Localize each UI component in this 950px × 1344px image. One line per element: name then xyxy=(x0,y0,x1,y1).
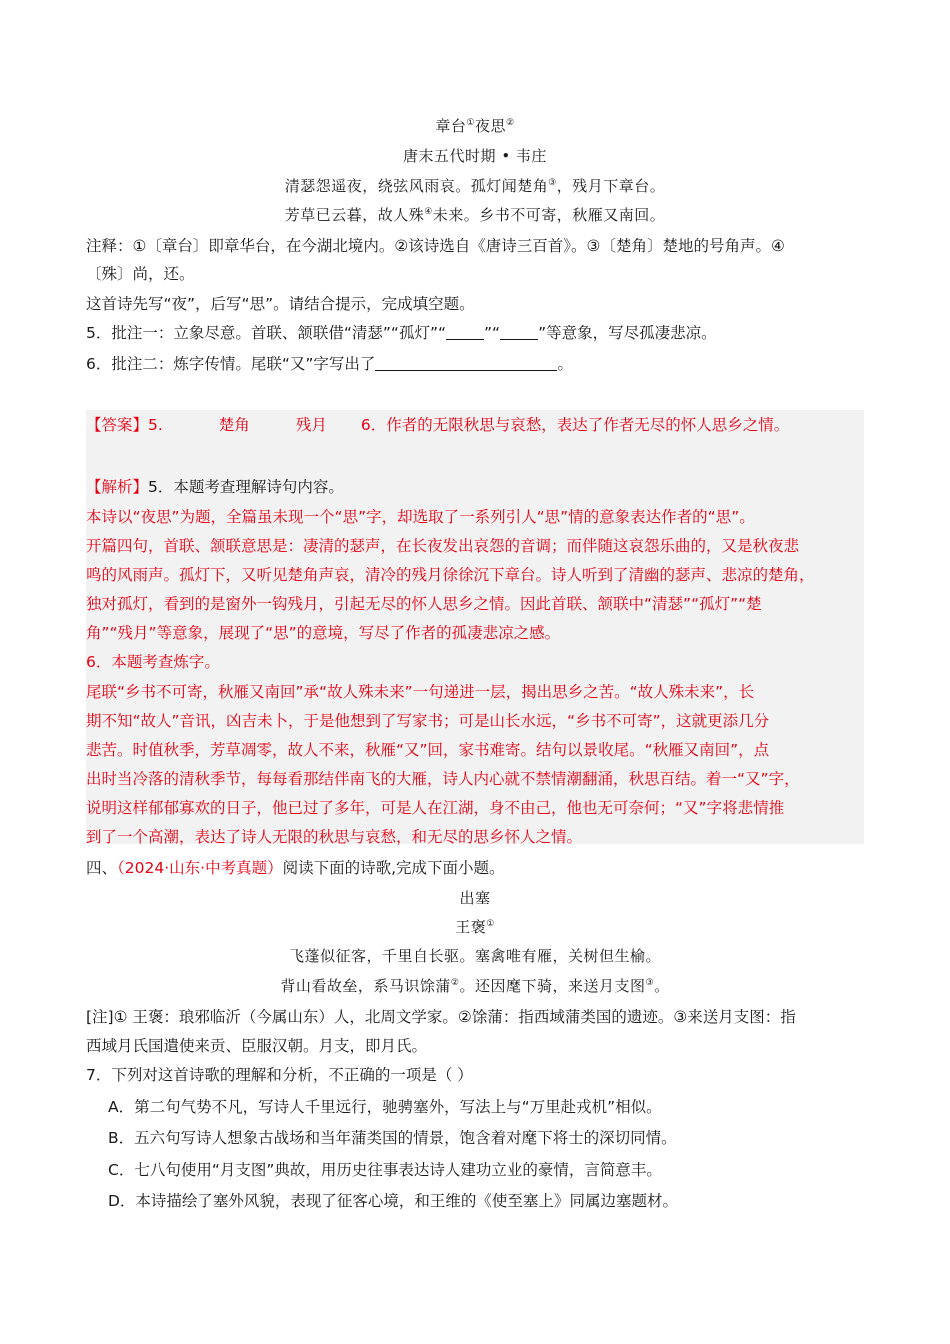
answer-blank[interactable] xyxy=(446,325,484,340)
option-b[interactable]: B．五六句写诗人想象古战场和当年蒲类国的情景，饱含着对麾下将士的深切同情。 xyxy=(108,1129,677,1147)
poem2-line1: 飞蓬似征客，千里自长驱。塞禽唯有雁，关树但生榆。 xyxy=(288,947,661,965)
footnote-marker: ② xyxy=(450,978,460,988)
analysis-line: 到了一个高潮，表达了诗人无限的秋思与哀愁，和无尽的思乡怀人之情。 xyxy=(86,828,583,846)
question-text: 。 xyxy=(557,355,573,373)
poem1-title-text2: 夜思 xyxy=(475,117,507,135)
analysis-line: 鸣的风雨声。孤灯下，又听见楚角声哀，清冷的残月徐徐沉下章台。诗人听到了清幽的瑟声、悲凉的楚角， xyxy=(86,566,815,584)
analysis-q6-title: 6．本题考查炼字。 xyxy=(86,653,220,671)
analysis-line: 独对孤灯，看到的是窗外一钩残月，引起无尽的怀人思乡之情。因此首联、颔联中“清瑟”“孤灯”“楚 xyxy=(86,595,762,613)
poem-text: 。 xyxy=(654,977,670,995)
analysis-line: 本诗以“夜思”为题，全篇虽未现一个“思”字，却选取了一系列引人“思”情的意象表达作者的“思”。 xyxy=(86,508,755,526)
poem1-line2 xyxy=(0,205,950,225)
answer-6: 6．作者的无限秋思与哀愁，表达了作者无尽的怀人思乡之情。 xyxy=(360,416,790,434)
analysis-line: 尾联“乡书不可寄，秋雁又南回”承“故人殊未来”一句递进一层，揭出思乡之苦。“故人殊未来”，长 xyxy=(86,683,755,701)
poem-text: 。还因麾下骑，来送月支图 xyxy=(459,977,646,995)
answer-blank[interactable] xyxy=(375,356,557,371)
poem-text: ，残月下章台。 xyxy=(556,177,666,195)
question-text: 5．批注一：立象尽意。首联、颔联借“清瑟”“孤灯”“ xyxy=(86,324,447,342)
poem2-title: 出塞 xyxy=(459,889,491,907)
question-7-stem: 7．下列对这首诗歌的理解和分析，不正确的一项是（ ） xyxy=(86,1066,473,1084)
option-d[interactable]: D．本诗描绘了塞外风貌，表现了征客心境，和王维的《使至塞上》同属边塞题材。 xyxy=(108,1192,678,1210)
poem1-title xyxy=(0,116,950,136)
answer-label: 【答案】5. xyxy=(86,416,163,434)
poem2-author xyxy=(0,917,950,937)
answer-blank[interactable] xyxy=(500,325,538,340)
analysis-line: 角”“残月”等意象，展现了“思”的意境，写尽了作者的孤凄悲凉之感。 xyxy=(86,624,561,642)
footnote-marker: ④ xyxy=(424,207,433,217)
analysis-line: 出时当冷落的清秋季节，每每看那结伴南飞的大雁，诗人内心就不禁情潮翻涌，秋思百结。着一“又”字， xyxy=(86,770,800,788)
section-number: 四、 xyxy=(86,859,118,877)
notes2-line: 西域月氏国遣使来贡、臣服汉朝。月支，即月氏。 xyxy=(86,1037,428,1055)
option-c[interactable]: C．七八句使用“月支图”典故，用历史往事表达诗人建功立业的豪情，言简意丰。 xyxy=(108,1161,662,1179)
analysis-line: 悲苦。时值秋季，芳草凋零，故人不来，秋雁“又”回，家书难寄。结句以景收尾。“秋雁又南回”，点 xyxy=(86,741,770,759)
section4-heading xyxy=(86,858,505,878)
footnote-marker: ① xyxy=(486,919,495,929)
footnote-marker: ③ xyxy=(548,178,557,188)
question-5 xyxy=(86,323,717,343)
poem2-line2 xyxy=(0,976,950,996)
answer-5b: 残月 xyxy=(295,416,327,434)
question-intro: 这首诗先写“夜”，后写“思”。请结合提示，完成填空题。 xyxy=(86,295,475,313)
poem-author-text: 王褒 xyxy=(455,918,487,936)
analysis-title-text: 5．本题考查理解诗句内容。 xyxy=(148,478,344,496)
poem1-author: 唐末五代时期 • 韦庄 xyxy=(403,147,547,165)
answer-line xyxy=(86,415,789,435)
poem-text: 芳草已云暮，故人殊 xyxy=(284,206,425,224)
poem-text: 未来。乡书不可寄，秋雁又南回。 xyxy=(432,206,666,224)
poem1-line1 xyxy=(0,176,950,196)
option-a[interactable]: A．第二句气势不凡，写诗人千里远行，驰骋塞外，写法上与“万里赴戎机”相似。 xyxy=(108,1098,662,1116)
poem-text: 清瑟怨遥夜，绕弦风雨哀。孤灯闻楚角 xyxy=(284,177,549,195)
section-text: 阅读下面的诗歌,完成下面小题。 xyxy=(282,859,505,877)
footnote-marker: ② xyxy=(506,118,515,128)
source-tag: （2024·山东·中考真题） xyxy=(117,859,283,877)
analysis-line: 开篇四句，首联、颔联意思是：凄清的瑟声，在长夜发出哀怨的音调；而伴随这哀怨乐曲的，又是秋夜悲 xyxy=(86,537,800,555)
analysis-line: 期不知“故人”音讯，凶吉未卜，于是他想到了写家书；可是山长水远，“乡书不可寄”，这就更添几分 xyxy=(86,712,770,730)
question-text: ”等意象，写尽孤凄悲凉。 xyxy=(538,324,717,342)
analysis-q5-title xyxy=(86,477,344,497)
footnote-marker: ① xyxy=(466,118,475,128)
notes1-line: 〔殊〕尚，还。 xyxy=(86,265,195,283)
footnote-marker: ③ xyxy=(645,978,655,988)
question-6 xyxy=(86,354,573,374)
notes1-line: 注释：①〔章台〕即章华台，在今湖北境内。②该诗选自《唐诗三百首》。③〔楚角〕楚地的号角声。④ xyxy=(86,237,785,255)
notes2-line: [注]① 王褒：琅邪临沂（今属山东）人，北周文学家。②馀蒲：指西域蒲类国的遗迹。③来送月支图：指 xyxy=(86,1008,796,1026)
question-text: ”“ xyxy=(484,324,501,342)
analysis-line: 说明这样郁郁寡欢的日子，他已过了多年，可是人在江湖，身不由己，他也无可奈何；“又”字将悲情推 xyxy=(86,799,785,817)
answer-5a: 楚角 xyxy=(218,416,250,434)
question-text: 6．批注二：炼字传情。尾联“又”字写出了 xyxy=(86,355,376,373)
poem-text: 背山看故垒，系马识馀蒲 xyxy=(280,977,451,995)
analysis-label: 【解析】 xyxy=(86,478,149,496)
poem1-title-text: 章台 xyxy=(435,117,467,135)
